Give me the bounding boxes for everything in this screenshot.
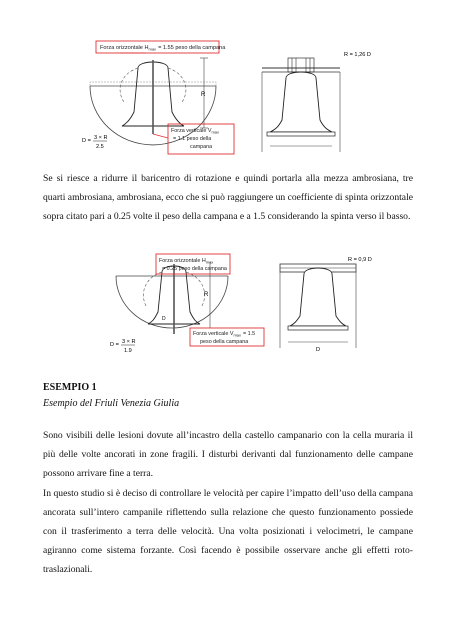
d-label: D	[316, 347, 321, 353]
svg-text:Forza verticale Vmax = 1	[171, 128, 221, 150]
figure-1	[80, 38, 380, 158]
section-heading: ESEMPIO 1	[43, 382, 97, 393]
d-formula-num: 3 × R	[94, 135, 108, 141]
bell-front	[290, 268, 346, 326]
force-v-sub: max	[211, 129, 220, 135]
force-v-line3: campana	[190, 144, 213, 150]
r-ratio-label: R = 1,26 D	[344, 52, 371, 58]
paragraph-3: In questo studio si è deciso di controllare le velocità per capire l’impatto dell’uso della campana ancorata sull’intero campanile riflettendo sulla relazione che questo funzionamento possiede con il trasferimento a terra delle velocità. Una volta posizionati i velocimetri, le campane agiranno come sistema forzante. Così facendo è possibile osservare anche gli effetti roto-traslazionali.	[43, 488, 413, 575]
figure-2-left-diagram	[110, 254, 264, 354]
force-h-value: = 0.25 peso della campana	[162, 266, 227, 272]
d-formula-den: 2.5	[96, 144, 104, 150]
r-dim-label: R	[201, 92, 206, 98]
figure-1-right-diagram	[262, 52, 371, 152]
force-h-sub: max	[205, 259, 214, 265]
svg-text:Forza orizzontale Hmax =	[159, 258, 227, 272]
small-d-label: D	[162, 316, 166, 322]
bell-front	[270, 72, 332, 132]
d-formula-num: 3 × R	[122, 339, 136, 345]
force-v-line2: = 1.5	[243, 331, 256, 337]
section-subheading: Esempio del Friuli Venezia Giulia	[43, 398, 180, 409]
force-v-line3: peso della campana	[200, 339, 249, 345]
force-v-line2: = 1.1 peso della	[173, 136, 212, 142]
paragraph-1: Se si riesce a ridurre il baricentro di rotazione e quindi portarla alla mezza ambrosiana, tre quarti ambrosiana, ambrosiana, ecco che si può raggiungere un coefficiente di spinta orizzontale sopra citato pari a 0.25 volte il peso della campana e a 1.5 considerando la spinta verso il basso.	[43, 173, 413, 222]
force-h-value: = 1.55 peso della campana	[158, 45, 226, 51]
force-h-sub: max	[148, 46, 157, 52]
figure-2-right-diagram	[280, 257, 372, 353]
svg-text:Forza verticale Vmax= 1.5	[193, 331, 257, 345]
svg-text:Forza orizzontale Hmax= 1.55	[100, 45, 226, 52]
r-dim-label: R	[204, 292, 209, 298]
force-v-sub: max	[233, 332, 242, 338]
force-v-label: Forza verticale V	[193, 331, 234, 337]
figure-1-left-diagram	[82, 41, 234, 154]
force-h-label: Forza orizzontale H	[100, 45, 149, 51]
d-formula-left: D =	[110, 342, 119, 348]
force-v-label: Forza verticale V	[171, 128, 212, 134]
figure-2	[110, 252, 382, 360]
paragraph-2: Sono visibili delle lesioni dovute all’incastro della castello campanario con la cella muraria il più delle volte ancorati in zone fragili. I disturbi derivanti dal funzionamento delle campane possono arrivare fine a terra.	[43, 430, 413, 479]
force-h-label: Forza orizzontale H	[159, 258, 206, 264]
r-ratio-label: R = 0,9 D	[348, 257, 372, 263]
d-formula-den: 1.9	[124, 348, 132, 354]
d-formula-left: D =	[82, 138, 91, 144]
